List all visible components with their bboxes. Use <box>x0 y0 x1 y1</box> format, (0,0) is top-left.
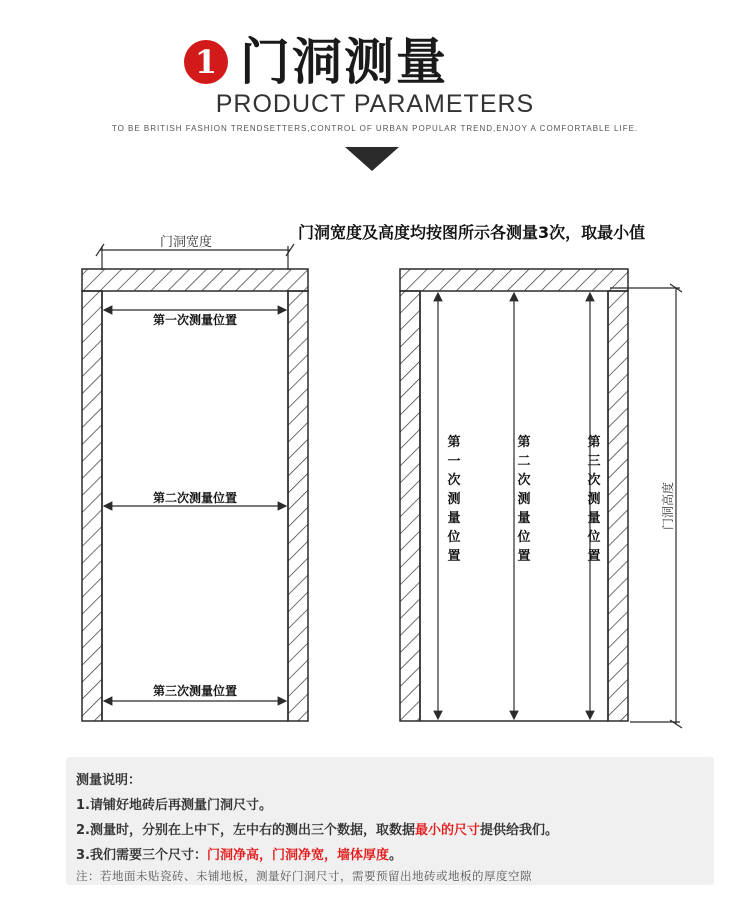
brand-slogan: TO BE BRITISH FASHION TRENDSETTERS,CONTROL OF URBAN POPULAR TREND,ENJOY A COMFORTABLE LIFE. <box>111 124 639 133</box>
right-measure-label-1: 第一次测量位置 <box>447 435 461 564</box>
note-item-1: 1.请铺好地砖后再测量门洞尺寸。 <box>76 798 272 813</box>
note-item-3-text: 3.我们需要三个尺寸： <box>76 848 207 863</box>
note-item-2 <box>76 819 558 838</box>
notes-heading: 测量说明： <box>76 773 142 788</box>
page-subtitle: PRODUCT PARAMETERS <box>215 90 535 118</box>
height-label: 门洞高度 <box>661 481 675 530</box>
left-measure-label-1: 第一次测量位置 <box>152 313 238 327</box>
note-item-2-highlight: 最小的尺寸 <box>414 823 480 838</box>
note-item-3 <box>76 844 402 863</box>
right-measure-label-3: 第三次测量位置 <box>587 435 601 564</box>
left-measure-lines <box>104 310 286 701</box>
right-measure-lines <box>438 293 590 719</box>
note-footnote: 注：若地面未贴瓷砖、未铺地板，测量好门洞尺寸，需要预留出地砖或地板的厚度空隙 <box>76 869 532 883</box>
page-title: 门洞测量 <box>240 33 448 91</box>
measurement-instruction: 门洞宽度及高度均按图所示各测量3次，取最小值 <box>298 223 646 242</box>
note-item-2-text: 2.测量时，分别在上中下，左中右的测出三个数据，取数据 <box>76 823 415 838</box>
left-measure-label-3: 第三次测量位置 <box>152 684 238 698</box>
right-measure-label-2: 第二次测量位置 <box>517 435 531 564</box>
width-label: 门洞宽度 <box>160 235 213 250</box>
section-number-badge: 1 <box>184 40 228 84</box>
left-measure-label-2: 第二次测量位置 <box>152 491 238 505</box>
note-item-3-end: 。 <box>389 848 403 863</box>
note-item-3-highlight: 门洞净高，门洞净宽，墙体厚度 <box>206 848 389 863</box>
note-item-2-end: 提供给我们。 <box>480 823 559 838</box>
